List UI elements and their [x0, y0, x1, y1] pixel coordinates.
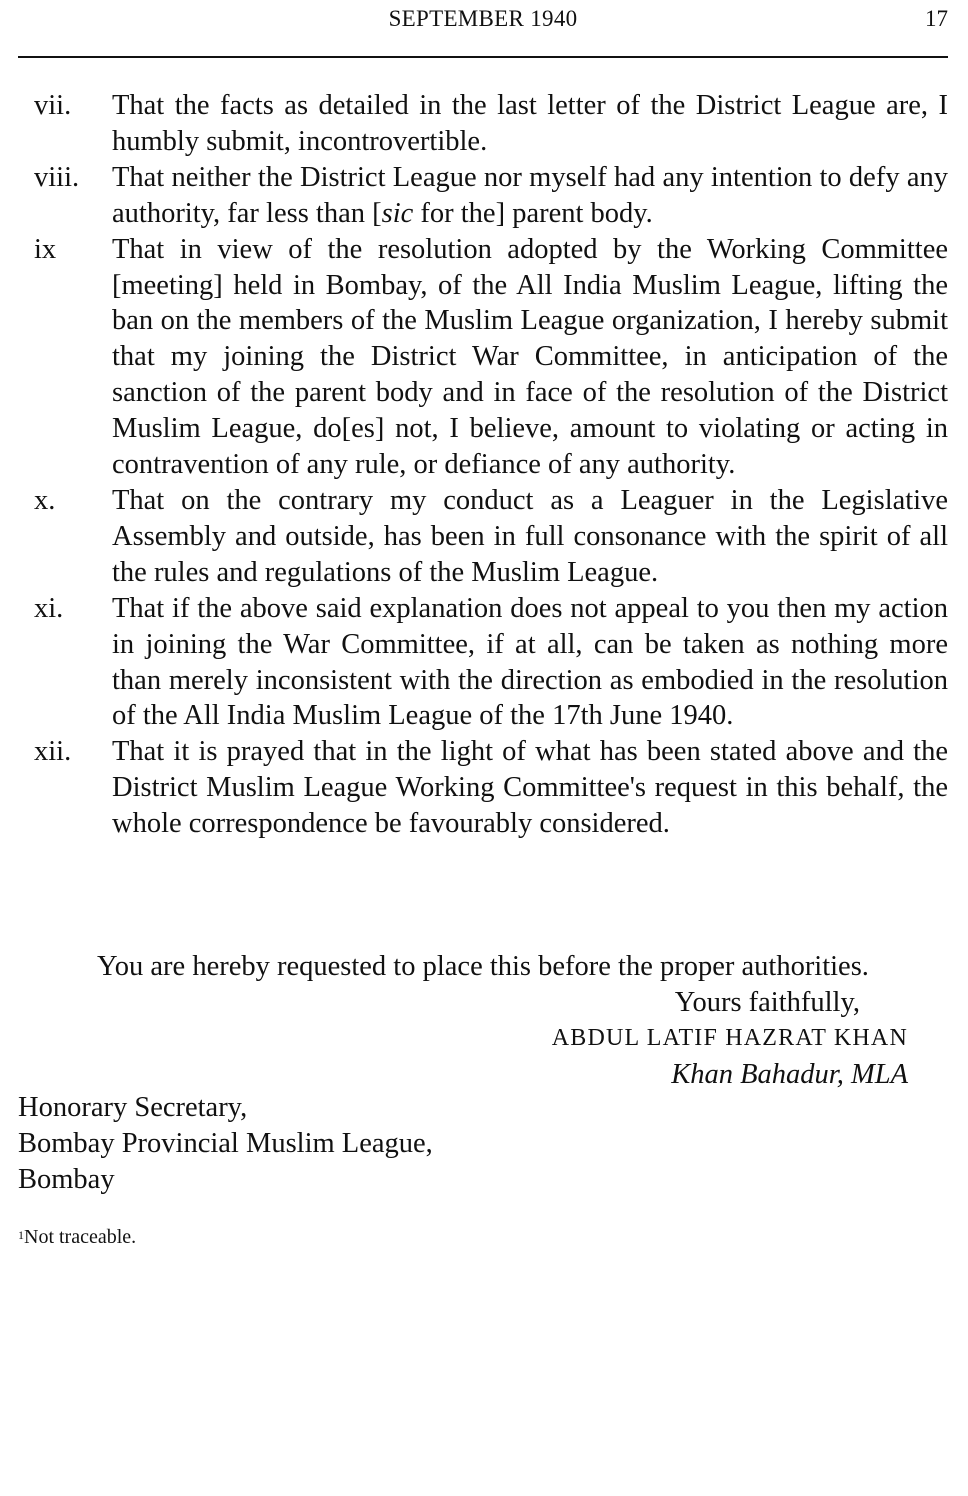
address-line: Bombay [18, 1164, 115, 1195]
item-text: That the facts as detailed in the last letter of the District League are, I humbly submit, incontrovertible. [112, 90, 948, 157]
request-paragraph: You are hereby requested to place this before the proper authorities. [97, 951, 869, 982]
signer-title: Khan Bahadur, MLA [671, 1058, 908, 1090]
footnote-text: Not traceable. [24, 1226, 137, 1248]
item-text [112, 160, 948, 232]
item-text: That in view of the resolution adopted by the Working Committee [meeting] held in Bombay, of the All India Muslim League, lifting the ban on the members of the Muslim League organization, I hereby submit that my joining the District War Committee, in anticipation of the sanction of the parent body and in face of the resolution of the District Muslim League, do[es] not, I believe, amount to violating or acting in contravention of any rule, or defiance of any authority. [112, 233, 948, 481]
item-number: xii. [34, 736, 72, 768]
item-number: viii. [34, 161, 80, 193]
address-line: Honorary Secretary, [18, 1092, 248, 1123]
list-item [34, 591, 948, 735]
list-item [34, 160, 948, 232]
address-line: Bombay Provincial Muslim League, [18, 1128, 433, 1159]
list-item [34, 88, 948, 160]
item-text-before: That neither the District League nor myself had any intention to defy any authority, far less than [ [112, 161, 948, 229]
item-text-italic: sic [381, 197, 414, 229]
signer-name: ABDUL LATIF HAZRAT KHAN [551, 1024, 908, 1051]
item-number: x. [34, 484, 56, 516]
running-title: SEPTEMBER 1940 [388, 6, 578, 31]
running-head [18, 6, 948, 38]
closing-phrase: Yours faithfully, [674, 987, 860, 1018]
list-item [34, 232, 948, 483]
footnote [18, 1224, 136, 1250]
header-rule [18, 56, 948, 58]
list-item [34, 483, 948, 591]
item-number: xi. [34, 592, 64, 624]
numbered-list [34, 88, 948, 842]
item-text: That on the contrary my conduct as a Leaguer in the Legislative Assembly and outside, has been in full consonance with the spirit of all the rules and regulations of the Muslim League. [112, 484, 948, 588]
recipient-address [18, 1090, 718, 1198]
item-number: vii. [34, 90, 72, 121]
signature-block [430, 985, 908, 1093]
item-number: ix [34, 233, 57, 265]
item-text: That it is prayed that in the light of what has been stated above and the District Muslim League Working Committee's request in this behalf, the whole correspondence be favourably considered. [112, 736, 948, 840]
item-text-after: for the] parent body. [413, 197, 653, 229]
list-item [34, 734, 948, 842]
footnote-marker: 1 [18, 1228, 24, 1242]
page-number: 17 [925, 6, 948, 31]
item-text: That if the above said explanation does not appeal to you then my action in joining the War Committee, if at all, can be taken as nothing more than merely inconsistent with the direction as embodied in the resolution of the All India Muslim League of the 17th June 1940. [112, 592, 948, 732]
